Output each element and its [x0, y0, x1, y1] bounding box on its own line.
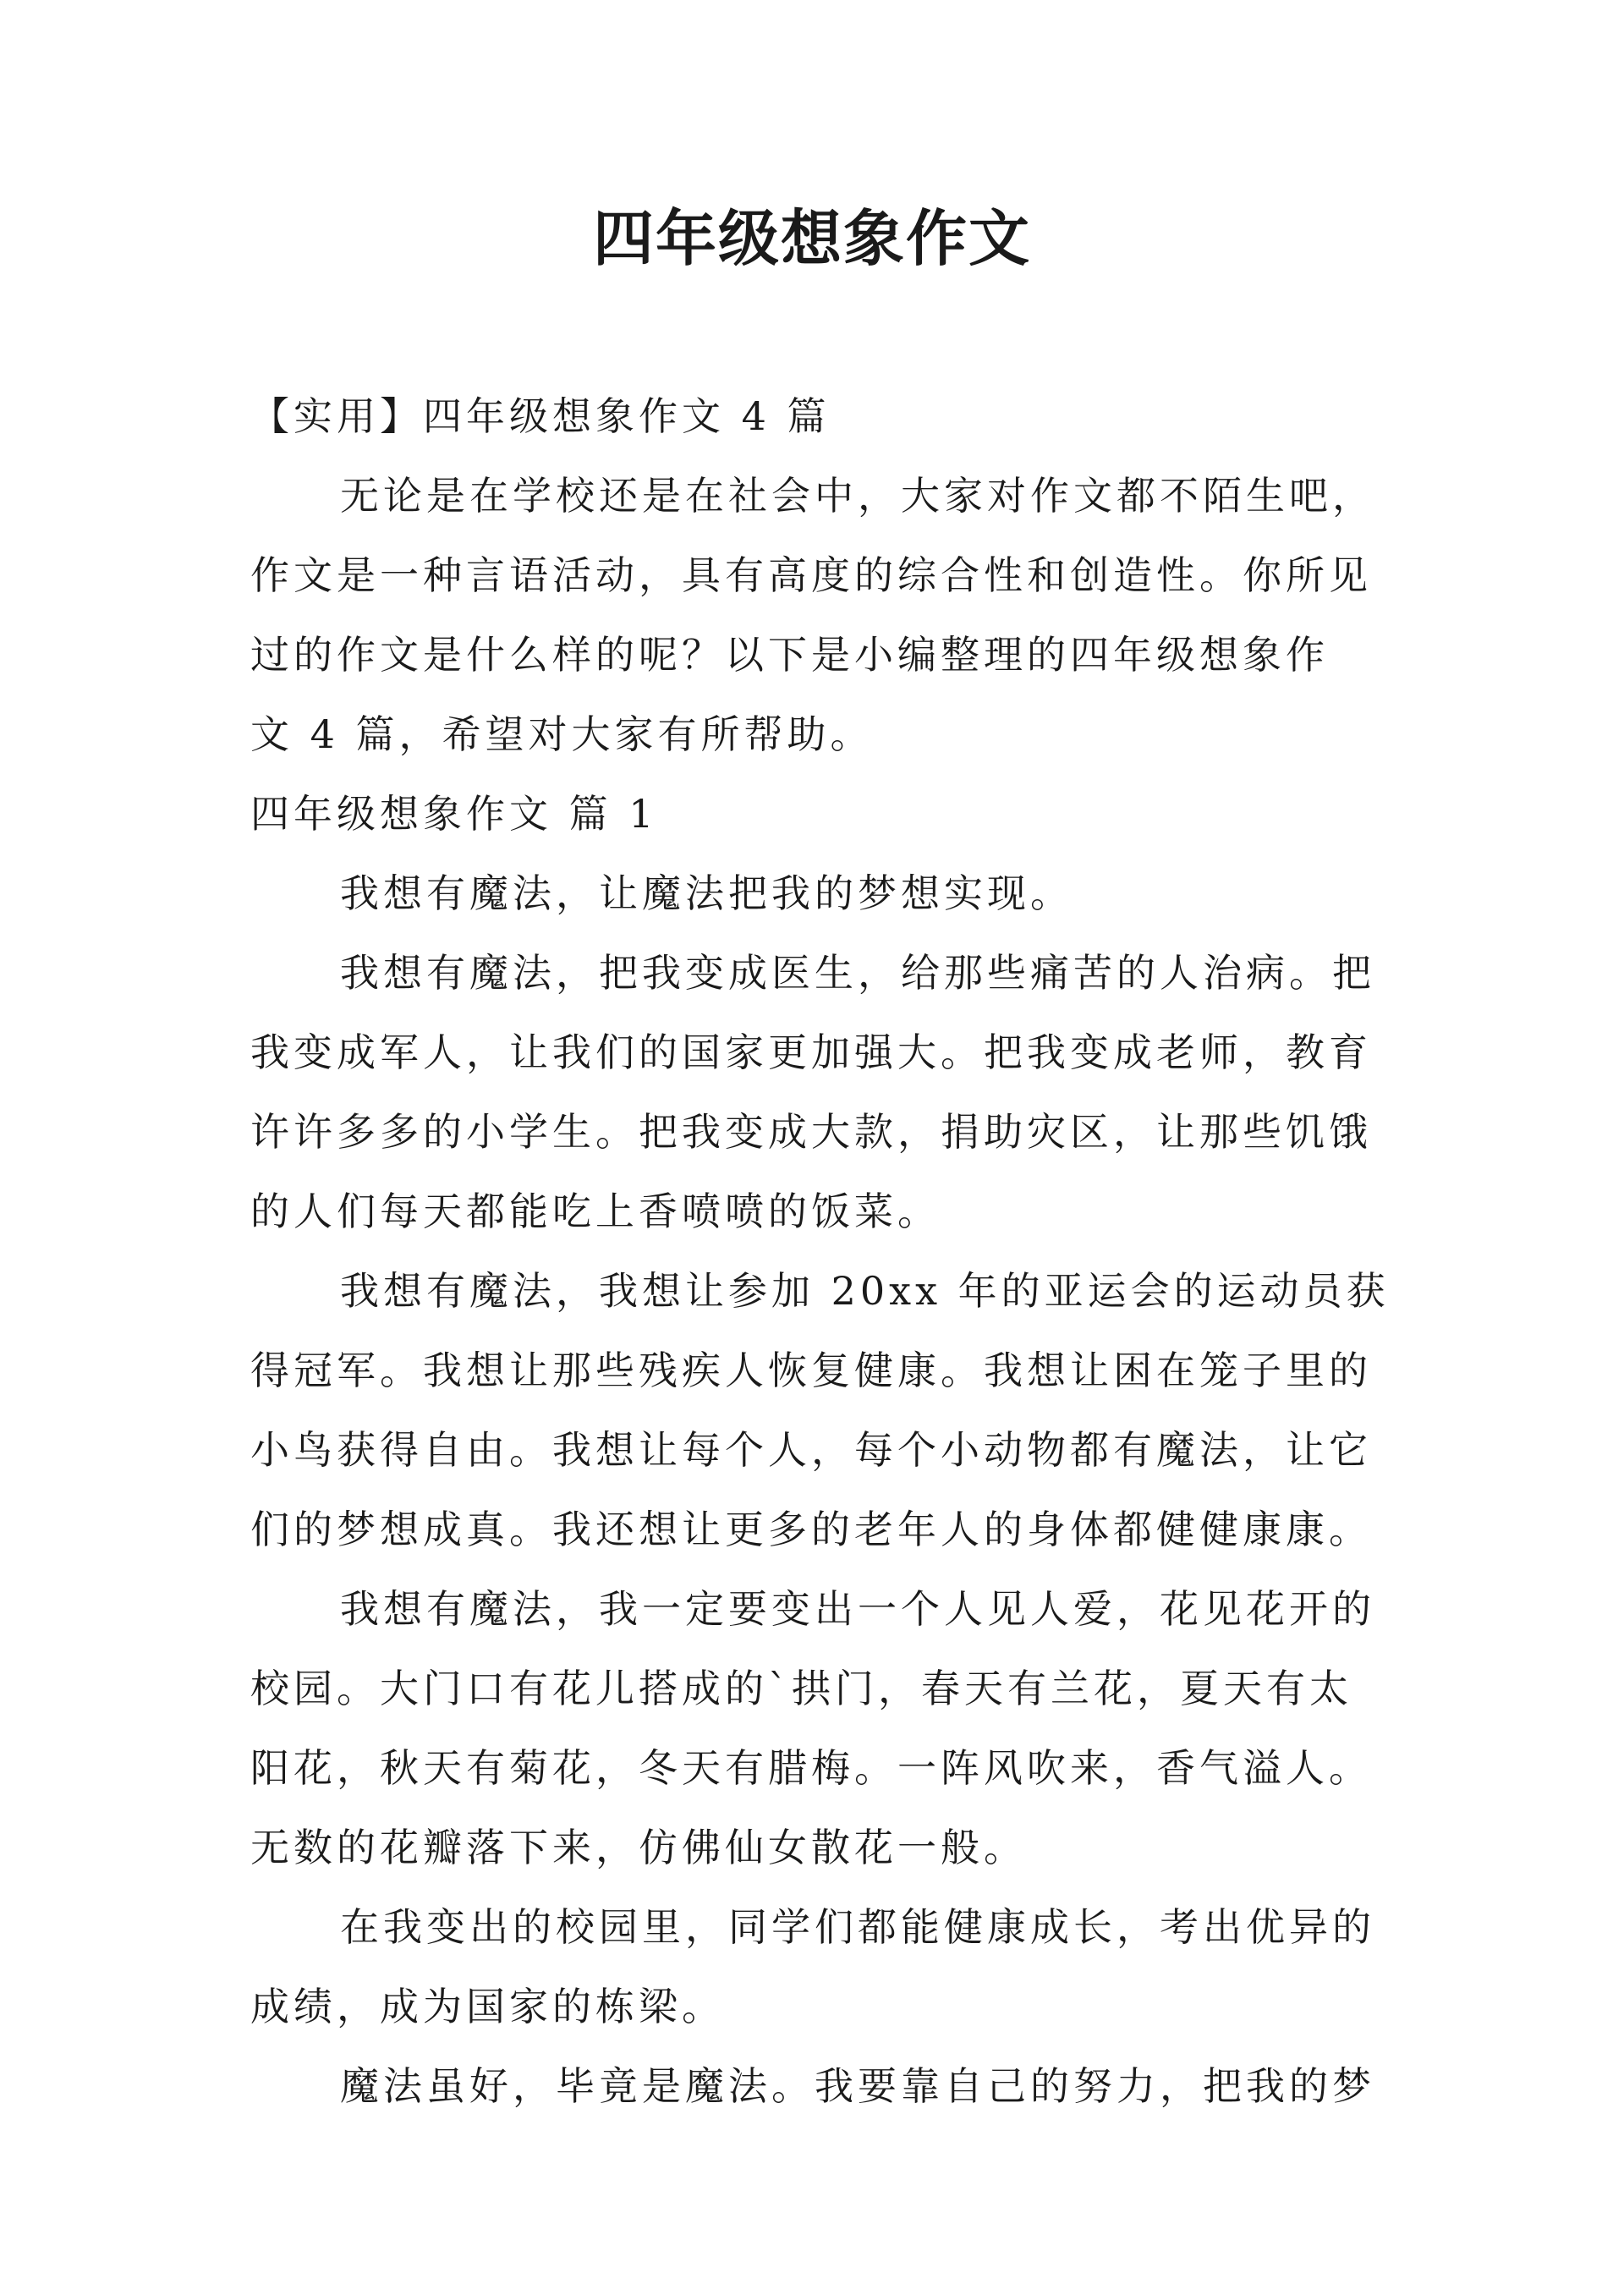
text-line: 们的梦想成真。我还想让更多的老年人的身体都健健康康。	[250, 1507, 1372, 1552]
text-line: 作文是一种言语活动，具有高度的综合性和创造性。你所见	[250, 552, 1372, 598]
text-line: 成绩，成为国家的栋梁。	[250, 1984, 725, 2029]
text-line: 我想有魔法，我想让参加 20xx 年的亚运会的运动员获	[340, 1268, 1390, 1314]
text-line: 无数的花瓣落下来，仿佛仙女散花一般。	[250, 1825, 1027, 1870]
text-line: 文 4 篇，希望对大家有所帮助。	[250, 711, 874, 757]
document-body	[250, 376, 1413, 2126]
document-title: 四年级想象作文	[592, 202, 1031, 274]
text-line: 阳花，秋天有菊花，冬天有腊梅。一阵风吹来，香气溢人。	[250, 1745, 1372, 1791]
text-line: 魔法虽好，毕竟是魔法。我要靠自己的努力，把我的梦	[340, 2063, 1375, 2109]
text-line: 我想有魔法，我一定要变出一个人见人爱，花见花开的	[340, 1586, 1375, 1632]
text-line: 校园。大门口有花儿搭成的`拱门，春天有兰花，夏天有太	[250, 1666, 1352, 1711]
text-line: 我想有魔法，把我变成医生，给那些痛苦的人治病。把	[340, 950, 1375, 996]
text-line: 过的作文是什么样的呢？以下是小编整理的四年级想象作	[250, 632, 1329, 678]
text-line: 得冠军。我想让那些残疾人恢复健康。我想让困在笼子里的	[250, 1348, 1372, 1393]
text-line: 许许多多的小学生。把我变成大款，捐助灾区，让那些饥饿	[250, 1109, 1372, 1155]
text-line: 小鸟获得自由。我想让每个人，每个小动物都有魔法，让它	[250, 1427, 1372, 1473]
text-line: 【实用】四年级想象作文 4 篇	[250, 393, 831, 439]
section-heading: 四年级想象作文 篇 1	[250, 791, 658, 837]
text-line: 我想有魔法，让魔法把我的梦想实现。	[340, 870, 1073, 916]
text-line: 的人们每天都能吃上香喷喷的饭菜。	[250, 1189, 941, 1234]
text-line: 无论是在学校还是在社会中，大家对作文都不陌生吧，	[340, 473, 1375, 519]
text-line: 在我变出的校园里，同学们都能健康成长，考出优异的	[340, 1904, 1375, 1950]
text-line: 我变成军人，让我们的国家更加强大。把我变成老师，教育	[250, 1029, 1372, 1075]
